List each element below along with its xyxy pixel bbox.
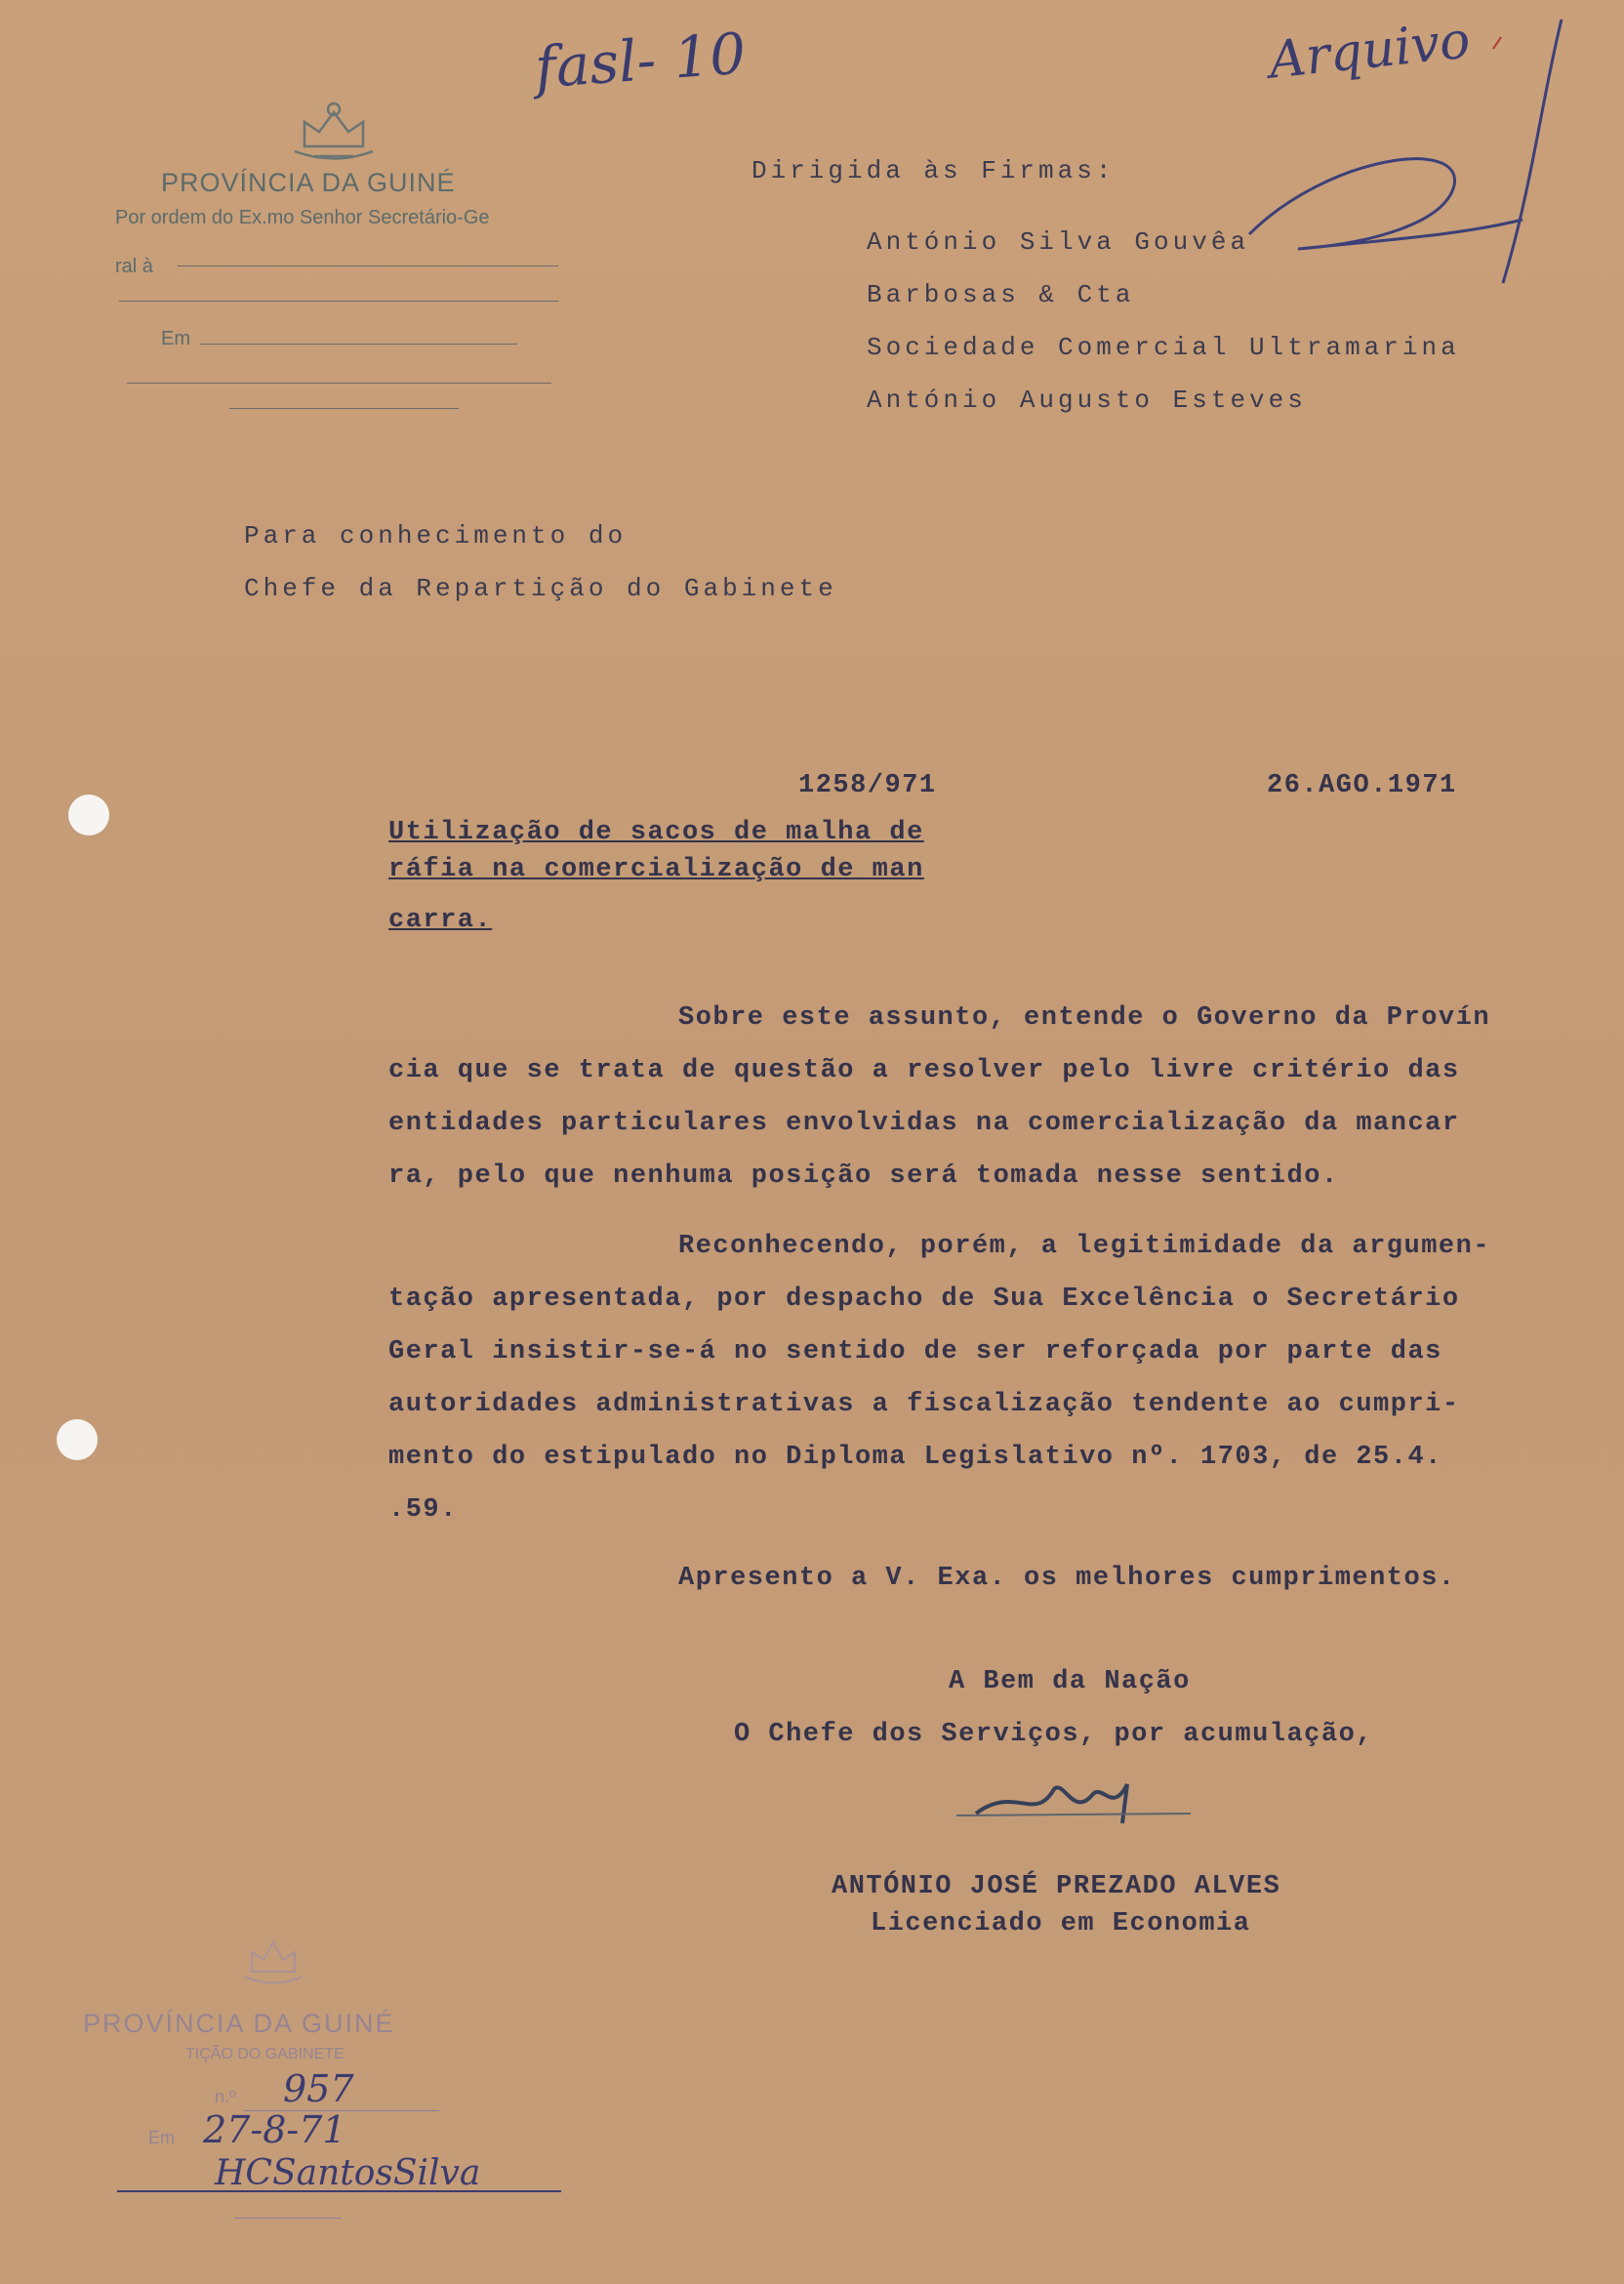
signature-mark [956, 1765, 1200, 1833]
body-line: Sobre este assunto, entende o Governo da Provín [678, 1003, 1491, 1033]
body-line: Reconhecendo, porém, a legitimidade da argumen- [678, 1232, 1491, 1261]
cc-line: Chefe da Repartição do Gabinete [244, 574, 837, 603]
body-line: Geral insistir-se-á no sentido de ser reforçada por parte das [388, 1337, 1442, 1366]
firm-item: António Augusto Esteves [867, 386, 1307, 415]
cc-line: Para conhecimento do [244, 521, 628, 551]
signatory-name: ANTÓNIO JOSÉ PREZADO ALVES [832, 1872, 1281, 1901]
stamp-order-line: Por ordem do Ex.mo Senhor Secretário-Ge [115, 207, 490, 228]
subject-line: ráfia na comercialização de man [388, 855, 924, 884]
subject-line: carra. [388, 906, 493, 935]
body-line: ra, pelo que nenhuma posição será tomada nesse sentido. [388, 1162, 1339, 1191]
coat-of-arms-emblem [285, 98, 383, 168]
body-line: tação apresentada, por despacho de Sua Excelência o Secretário [388, 1285, 1460, 1314]
signature-role: O Chefe dos Serviços, por acumulação, [734, 1720, 1373, 1749]
reference-number: 1258/971 [798, 771, 937, 800]
closing-line: Apresento a V. Exa. os melhores cumprimentos. [678, 1564, 1456, 1593]
handwritten-file-note: fasl- 10 [532, 20, 749, 102]
body-line: .59. [388, 1495, 458, 1525]
stamp-em-label: Em [161, 328, 190, 349]
subject-line: Utilização de sacos de malha de [388, 818, 924, 847]
punch-hole [57, 1419, 98, 1460]
firm-item: Sociedade Comercial Ultramarina [867, 333, 1460, 362]
bottom-stamp-number-label: n.º [215, 2087, 236, 2106]
faint-emblem [234, 1933, 312, 1991]
stamp-rule [229, 408, 459, 409]
bottom-stamp-title: PROVÍNCIA DA GUINÉ [83, 2009, 395, 2038]
stamp-rule [200, 344, 517, 345]
stamp-rule [119, 301, 558, 302]
handwritten-signature-scribble [1210, 10, 1581, 293]
bottom-stamp-date-label: Em [148, 2128, 175, 2147]
punch-hole [68, 795, 109, 836]
addressees-heading: Dirigida às Firmas: [751, 156, 1116, 185]
firm-item: António Silva Gouvêa [867, 227, 1250, 257]
bottom-stamp-number: 957 [283, 2067, 354, 2110]
salutation: A Bem da Nação [949, 1667, 1191, 1696]
firm-item: Barbosas & Cta [867, 280, 1135, 309]
bottom-stamp-subtitle: TIÇÃO DO GABINETE [185, 2046, 345, 2062]
stamp-title: PROVÍNCIA DA GUINÉ [161, 168, 456, 197]
bottom-stamp-date: 27-8-71 [203, 2108, 346, 2151]
stamp-rule [178, 265, 558, 266]
stamp-rule [234, 2218, 342, 2219]
stamp-order-line-2: ral à [115, 256, 153, 277]
handwritten-archive-note: Arquivo [1266, 11, 1474, 91]
bottom-stamp-initials: HCSantosSilva [215, 2153, 481, 2193]
body-line: mento do estipulado no Diploma Legislativo nº. 1703, de 25.4. [388, 1443, 1442, 1472]
stamp-rule [127, 383, 551, 384]
body-line: entidades particulares envolvidas na comercialização da mancar [388, 1109, 1460, 1138]
signatory-title: Licenciado em Economia [871, 1909, 1251, 1938]
body-line: autoridades administrativas a fiscalização tendente ao cumpri- [388, 1390, 1460, 1419]
body-line: cia que se trata de questão a resolver pelo livre critério das [388, 1056, 1460, 1085]
reference-date: 26.AGO.1971 [1267, 771, 1457, 800]
signature-underline [117, 2190, 561, 2192]
